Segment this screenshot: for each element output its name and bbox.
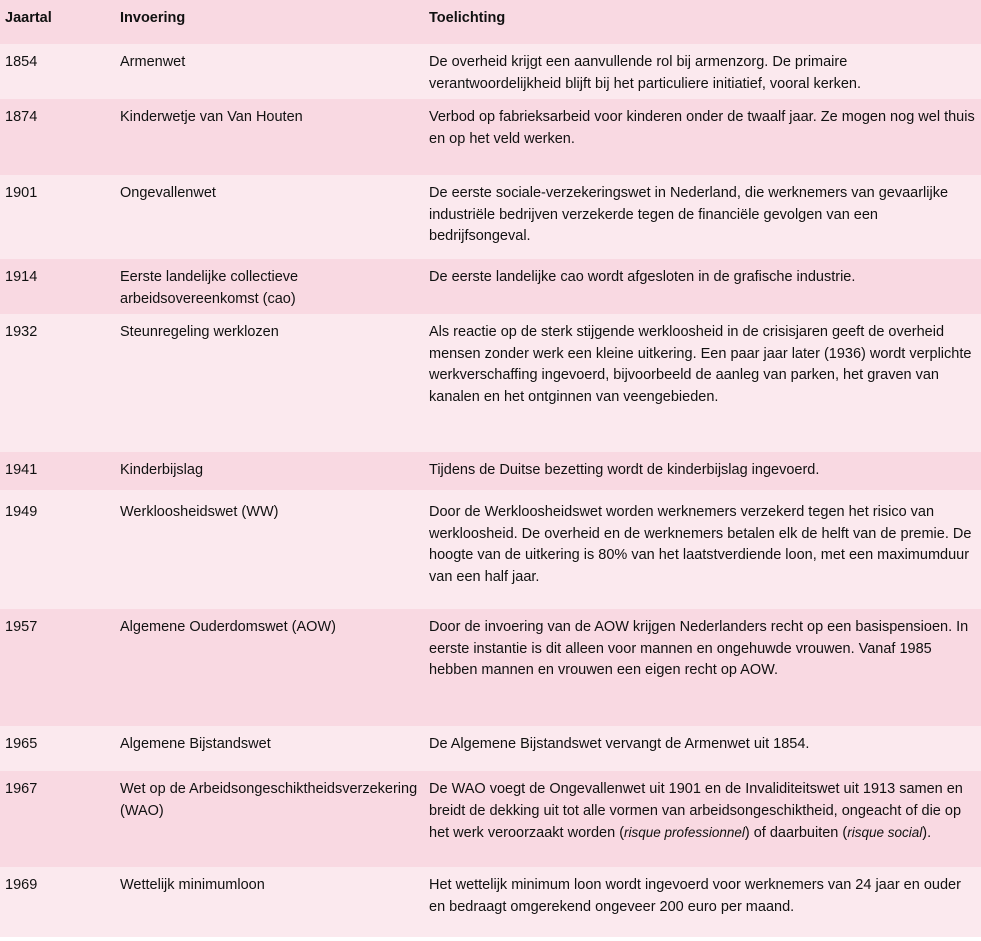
note-cell: Tijdens de Duitse bezetting wordt de kinderbijslag ingevoerd. — [429, 462, 820, 478]
intro-cell: Armenwet — [120, 54, 186, 70]
table-row — [0, 494, 981, 609]
table-row — [0, 99, 981, 175]
year-cell: 1969 — [5, 877, 38, 893]
year-cell: 1874 — [5, 109, 38, 125]
year-cell: 1854 — [5, 54, 38, 70]
intro-cell: Werkloosheidswet (WW) — [120, 504, 279, 520]
year-cell: 1914 — [5, 269, 38, 285]
intro-cell: Eerste landelijke collectieve arbeidsovereenkomst (cao) — [120, 269, 299, 307]
year-cell: 1941 — [5, 462, 38, 478]
note-cell: Door de invoering van de AOW krijgen Nederlanders recht op een basispensioen. In eerste instantie is dit alleen voor mannen en ongehuwde vrouwen. Vanaf 1985 hebben mannen en vrouwen een eigen recht op AOW. — [429, 619, 969, 678]
table-row — [0, 259, 981, 314]
intro-cell: Algemene Ouderdomswet (AOW) — [120, 619, 336, 635]
note-cell: Als reactie op de sterk stijgende werkloosheid in de crisisjaren geeft de overheid mensen zonder werk een kleine uitkering. Een paar jaar later (1936) wordt verplichte werkverschaffing ingevoerd, bijvoorbeeld de aanleg van parken, het graven van kanalen en het ontginnen van veengebieden. — [429, 324, 972, 405]
year-cell: 1957 — [5, 619, 38, 635]
table-row — [0, 175, 981, 259]
table-row — [0, 867, 981, 937]
note-cell: De Algemene Bijstandswet vervangt de Armenwet uit 1854. — [429, 736, 810, 752]
intro-cell: Kinderwetje van Van Houten — [120, 109, 303, 125]
table-row — [0, 771, 981, 867]
note-cell: Verbod op fabrieksarbeid voor kinderen onder de twaalf jaar. Ze mogen nog wel thuis en op het veld werken. — [429, 109, 975, 147]
note-cell: Het wettelijk minimum loon wordt ingevoerd voor werknemers van 24 jaar en ouder en bedraagt omgerekend ongeveer 200 euro per maand. — [429, 877, 961, 915]
note-text: ). — [922, 825, 932, 841]
note-cell: De eerste landelijke cao wordt afgesloten in de grafische industrie. — [429, 269, 856, 285]
note-italic: risque social — [847, 825, 923, 840]
intro-cell: Ongevallenwet — [120, 185, 216, 201]
note-cell: De overheid krijgt een aanvullende rol bij armenzorg. De primaire verantwoordelijkheid blijft bij het particuliere initiatief, vooral kerken. — [429, 54, 861, 92]
table-row — [0, 726, 981, 771]
header-intro: Invoering — [120, 10, 186, 26]
intro-cell: Algemene Bijstandswet — [120, 736, 271, 752]
note-text: De WAO voegt de Ongevallenwet uit 1901 en de Invaliditeitswet uit 1913 samen en breidt de dekking uit tot alle vormen van arbeidsongeschiktheid, ongeacht of die op het werk veroorzaakt worden ( — [429, 781, 963, 841]
table-row — [0, 609, 981, 726]
note-text: ) of daarbuiten ( — [744, 825, 848, 841]
note-cell: Door de Werkloosheidswet worden werknemers verzekerd tegen het risico van werkloosheid. De overheid en de werknemers betalen elk de helft van de premie. De hoogte van de uitkering is 80% van het laatstverdiende loon, met een maximumduur van een half jaar. — [429, 504, 972, 585]
note-cell: De eerste sociale-verzekeringswet in Nederland, die werknemers van gevaarlijke industriële bedrijven verzekerde tegen de financiële gevolgen van een bedrijfsongeval. — [429, 185, 949, 244]
intro-cell: Kinderbijslag — [120, 462, 204, 478]
intro-cell: Steunregeling werklozen — [120, 324, 279, 340]
intro-cell: Wettelijk minimumloon — [120, 877, 265, 893]
note-italic: risque professionnel — [624, 825, 745, 840]
header-note: Toelichting — [429, 10, 506, 26]
table-row — [0, 44, 981, 99]
table-row — [0, 452, 981, 490]
year-cell: 1965 — [5, 736, 38, 752]
note-cell — [425, 771, 981, 867]
year-cell: 1932 — [5, 324, 38, 340]
year-cell: 1967 — [5, 781, 38, 797]
table-row — [0, 314, 981, 452]
header-row — [0, 0, 981, 44]
year-cell: 1901 — [5, 185, 38, 201]
year-cell: 1949 — [5, 504, 38, 520]
header-year: Jaartal — [5, 10, 52, 26]
intro-cell: Wet op de Arbeidsongeschiktheidsverzekering (WAO) — [120, 781, 418, 819]
